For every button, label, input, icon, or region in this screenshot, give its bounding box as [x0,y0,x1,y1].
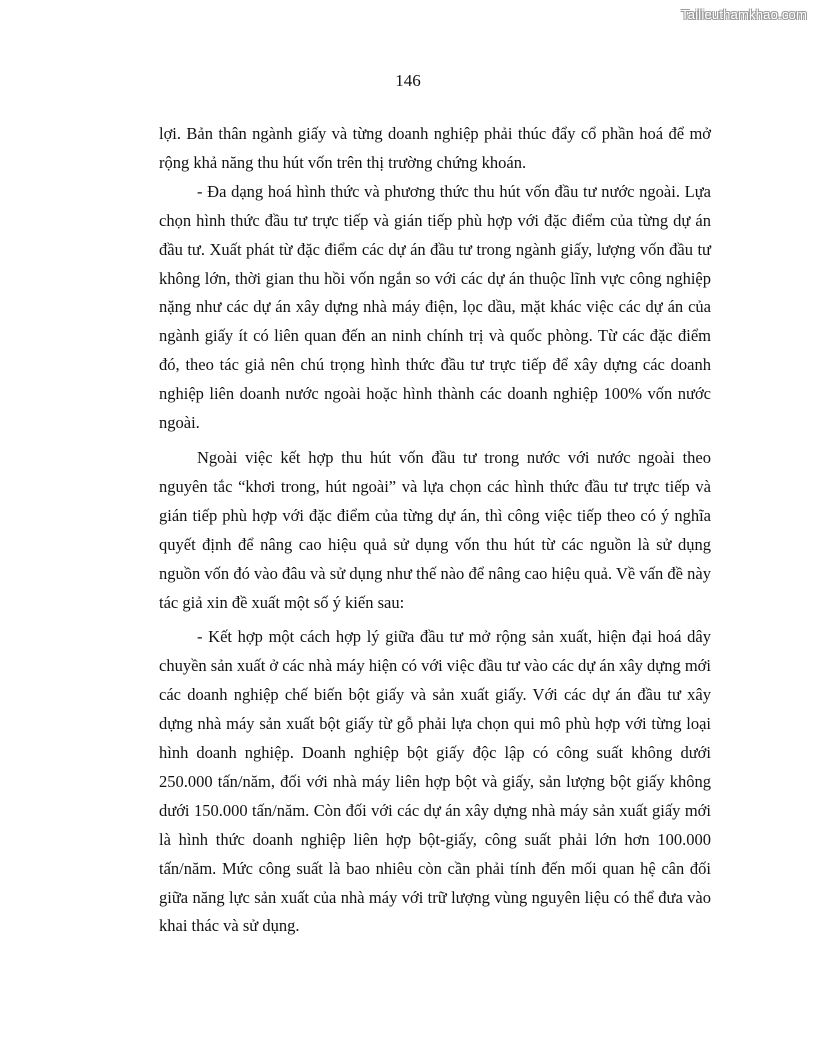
paragraph-1: lợi. Bản thân ngành giấy và từng doanh nghiệp phải thúc đẩy cổ phần hoá để mở rộng khả năng thu hút vốn trên thị trường chứng khoán. [159,124,711,172]
document-body [159,120,711,941]
page-number: 146 [395,71,421,90]
paragraph-2: - Đa dạng hoá hình thức và phương thức thu hút vốn đầu tư nước ngoài. Lựa chọn hình thức đầu tư trực tiếp và gián tiếp phù hợp với đặc điểm của từng dự án đầu tư. Xuất phát từ đặc điểm các dự án đầu tư trong ngành giấy, lượng vốn đầu tư không lớn, thời gian thu hồi vốn ngắn so với các dự án thuộc lĩnh vực công nghiệp nặng như các dự án xây dựng nhà máy điện, lọc dầu, mặt khác việc các dự án của ngành giấy ít có liên quan đến an ninh chính trị và quốc phòng. Từ các đặc điểm đó, theo tác giả nên chú trọng hình thức đầu tư trực tiếp để xây dựng các doanh nghiệp liên doanh nước ngoài hoặc hình thành các doanh nghiệp 100% vốn nước ngoài. [159,181,711,433]
paragraph-4: - Kết hợp một cách hợp lý giữa đầu tư mở rộng sản xuất, hiện đại hoá dây chuyền sản xuất ở các nhà máy hiện có với việc đầu tư vào các dự án xây dựng mới các doanh nghiệp chế biến bột giấy và sản xuất giấy. Với các dự án đầu tư xây dựng nhà máy sản xuất bột giấy từ gỗ phải lựa chọn qui mô phù hợp với từng loại hình doanh nghiệp. Doanh nghiệp bột giấy độc lập có công suất không dưới 250.000 tấn/năm, đối với nhà máy liên hợp bột và giấy, sản lượng bột giấy không dưới 150.000 tấn/năm. Còn đối với các dự án xây dựng nhà máy sản xuất giấy mới là hình thức doanh nghiệp liên hợp bột-giấy, công suất phải lớn hơn 100.000 tấn/năm. Mức công suất là bao nhiêu còn cần phải tính đến mối quan hệ cân đối giữa năng lực sản xuất của nhà máy với trữ lượng vùng nguyên liệu có thể đưa vào khai thác và sử dụng. [159,627,711,936]
paragraph-3: Ngoài việc kết hợp thu hút vốn đầu tư trong nước với nước ngoài theo nguyên tắc “khơi trong, hút ngoài” và lựa chọn các hình thức đầu tư trực tiếp và gián tiếp phù hợp với đặc điểm của từng dự án, thì công việc tiếp theo có ý nghĩa quyết định để nâng cao hiệu quả sử dụng vốn thu hút từ các nguồn là sử dụng nguồn vốn đó vào đâu và sử dụng như thế nào để nâng cao hiệu quả. Về vấn đề này tác giả xin đề xuất một số ý kiến sau: [159,447,711,612]
site-watermark: Tailieuthamkhao.com [681,7,807,22]
